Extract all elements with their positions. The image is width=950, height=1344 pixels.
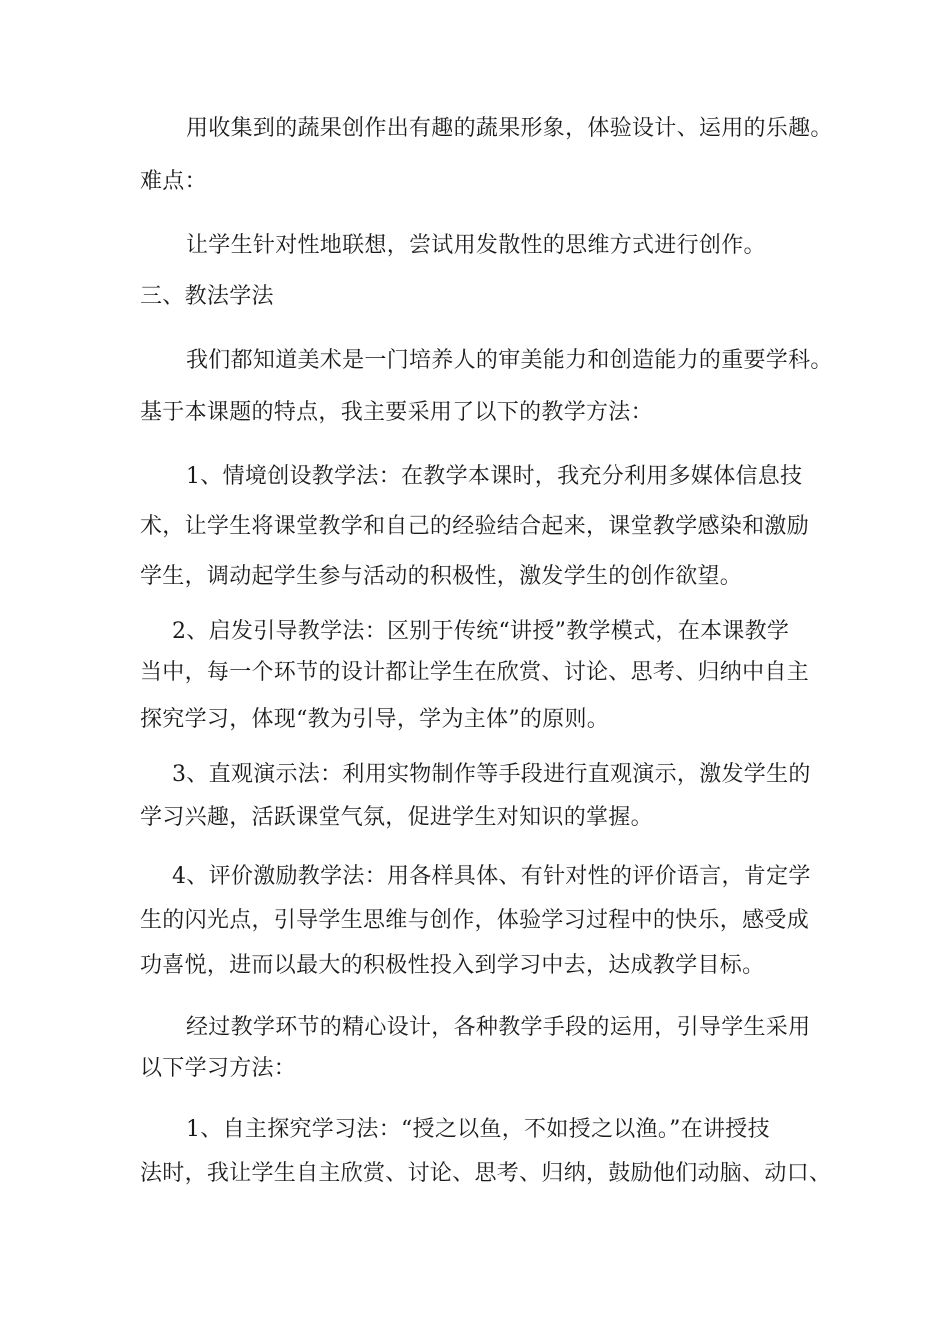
list-item-line: 3、直观演示法：利用实物制作等手段进行直观演示，激发学生的 xyxy=(172,762,811,787)
subheading-difficulty: 难点： xyxy=(140,169,207,194)
list-item-line: 法时，我让学生自主欣赏、讨论、思考、归纳，鼓励他们动脑、动口、 xyxy=(140,1161,832,1186)
list-item-line: 生的闪光点，引导学生思维与创作，体验学习过程中的快乐，感受成 xyxy=(140,908,810,933)
list-item-line: 学生，调动起学生参与活动的积极性，激发学生的创作欲望。 xyxy=(140,564,743,589)
paragraph-line: 以下学习方法： xyxy=(140,1056,297,1081)
list-item-line: 4、评价激励教学法：用各样具体、有针对性的评价语言，肯定学 xyxy=(172,864,811,889)
paragraph-line: 经过教学环节的精心设计，各种教学手段的运用，引导学生采用 xyxy=(186,1015,811,1040)
paragraph-line: 用收集到的蔬果创作出有趣的蔬果形象，体验设计、运用的乐趣。 xyxy=(186,116,833,141)
list-item-line: 功喜悦，进而以最大的积极性投入到学习中去，达成教学目标。 xyxy=(140,953,765,978)
list-item-line: 学习兴趣，活跃课堂气氛，促进学生对知识的掌握。 xyxy=(140,805,653,830)
paragraph-line: 基于本课题的特点，我主要采用了以下的教学方法： xyxy=(140,400,653,425)
list-item-line: 1、情境创设教学法：在教学本课时，我充分利用多媒体信息技 xyxy=(186,464,803,489)
paragraph-line: 我们都知道美术是一门培养人的审美能力和创造能力的重要学科。 xyxy=(186,348,833,373)
list-item-line: 探究学习，体现“教为引导，学为主体”的原则。 xyxy=(140,707,610,732)
section-heading: 三、教法学法 xyxy=(140,284,274,309)
list-item-line: 2、启发引导教学法：区别于传统“讲授”教学模式，在本课教学 xyxy=(172,619,790,644)
list-item-line: 当中，每一个环节的设计都让学生在欣赏、讨论、思考、归纳中自主 xyxy=(140,660,810,685)
list-item-line: 1、自主探究学习法：“授之以鱼，不如授之以渔。”在讲授技 xyxy=(186,1117,770,1142)
paragraph-line: 让学生针对性地联想，尝试用发散性的思维方式进行创作。 xyxy=(186,233,766,258)
list-item-line: 术，让学生将课堂教学和自己的经验结合起来，课堂教学感染和激励 xyxy=(140,514,810,539)
